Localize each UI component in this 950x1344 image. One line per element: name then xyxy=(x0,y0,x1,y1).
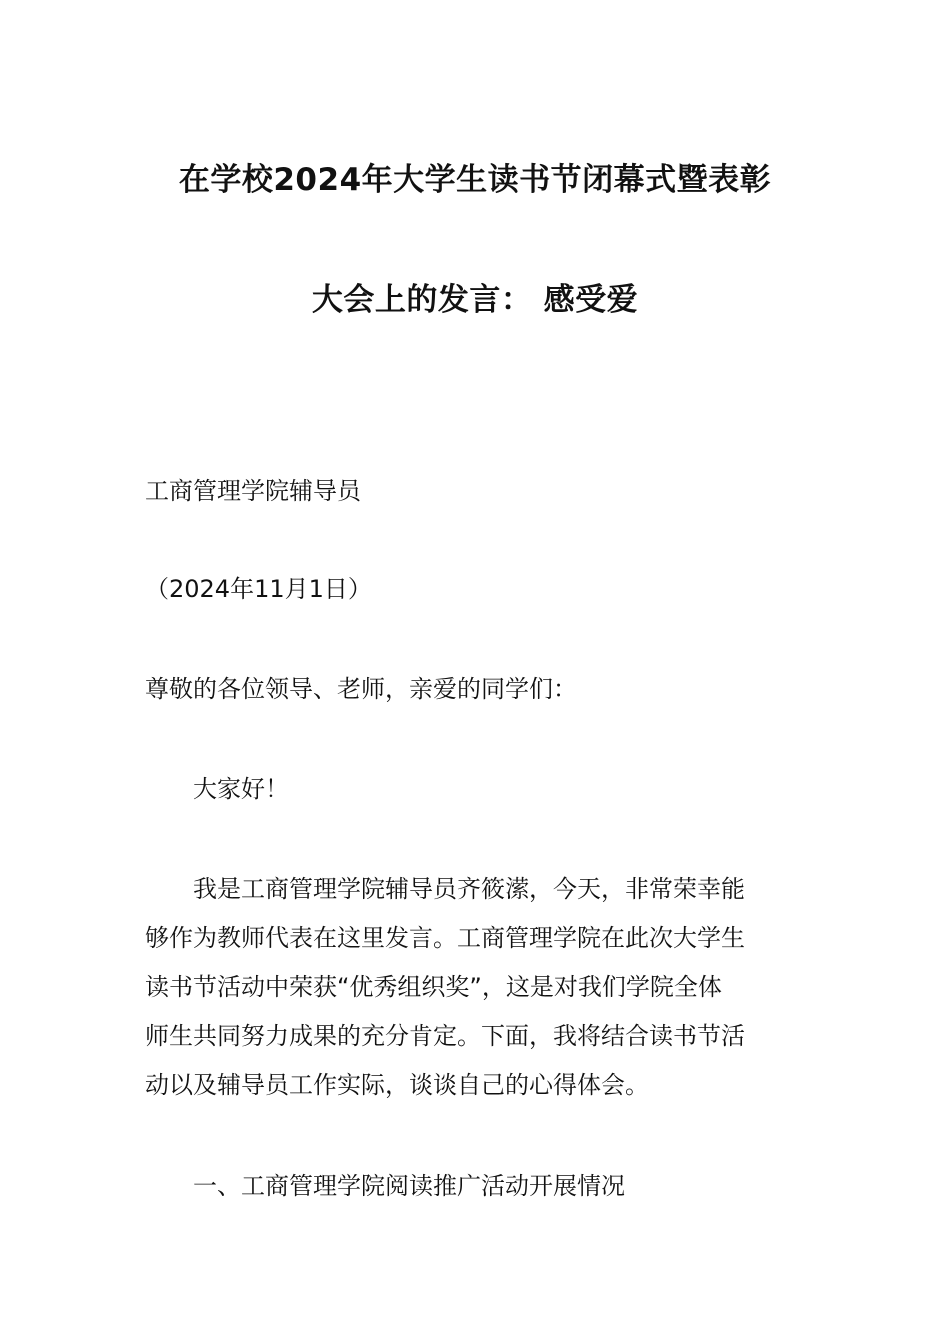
greeting: 大家好！ xyxy=(193,775,289,803)
author-line: 工商管理学院辅导员 xyxy=(145,477,361,505)
intro-paragraph xyxy=(145,865,810,1110)
paragraph-line: 够作为教师代表在这里发言。工商管理学院在此次大学生 xyxy=(145,924,745,952)
paragraph-line: 我是工商管理学院辅导员齐筱潆，今天，非常荣幸能 xyxy=(193,875,745,903)
document-title-line-2: 大会上的发言： 感受爱 xyxy=(311,282,639,318)
paragraph-line: 读书节活动中荣获“优秀组织奖”，这是对我们学院全体 xyxy=(145,973,722,1001)
date-line: （2024年11月1日） xyxy=(145,575,372,603)
paragraph-line: 动以及辅导员工作实际，谈谈自己的心得体会。 xyxy=(145,1071,649,1099)
section-heading: 一、工商管理学院阅读推广活动开展情况 xyxy=(193,1172,625,1200)
document-title-line-1: 在学校2024年大学生读书节闭幕式暨表彰 xyxy=(178,162,772,198)
paragraph-line: 师生共同努力成果的充分肯定。下面，我将结合读书节活 xyxy=(145,1022,745,1050)
salutation: 尊敬的各位领导、老师，亲爱的同学们： xyxy=(145,675,577,703)
